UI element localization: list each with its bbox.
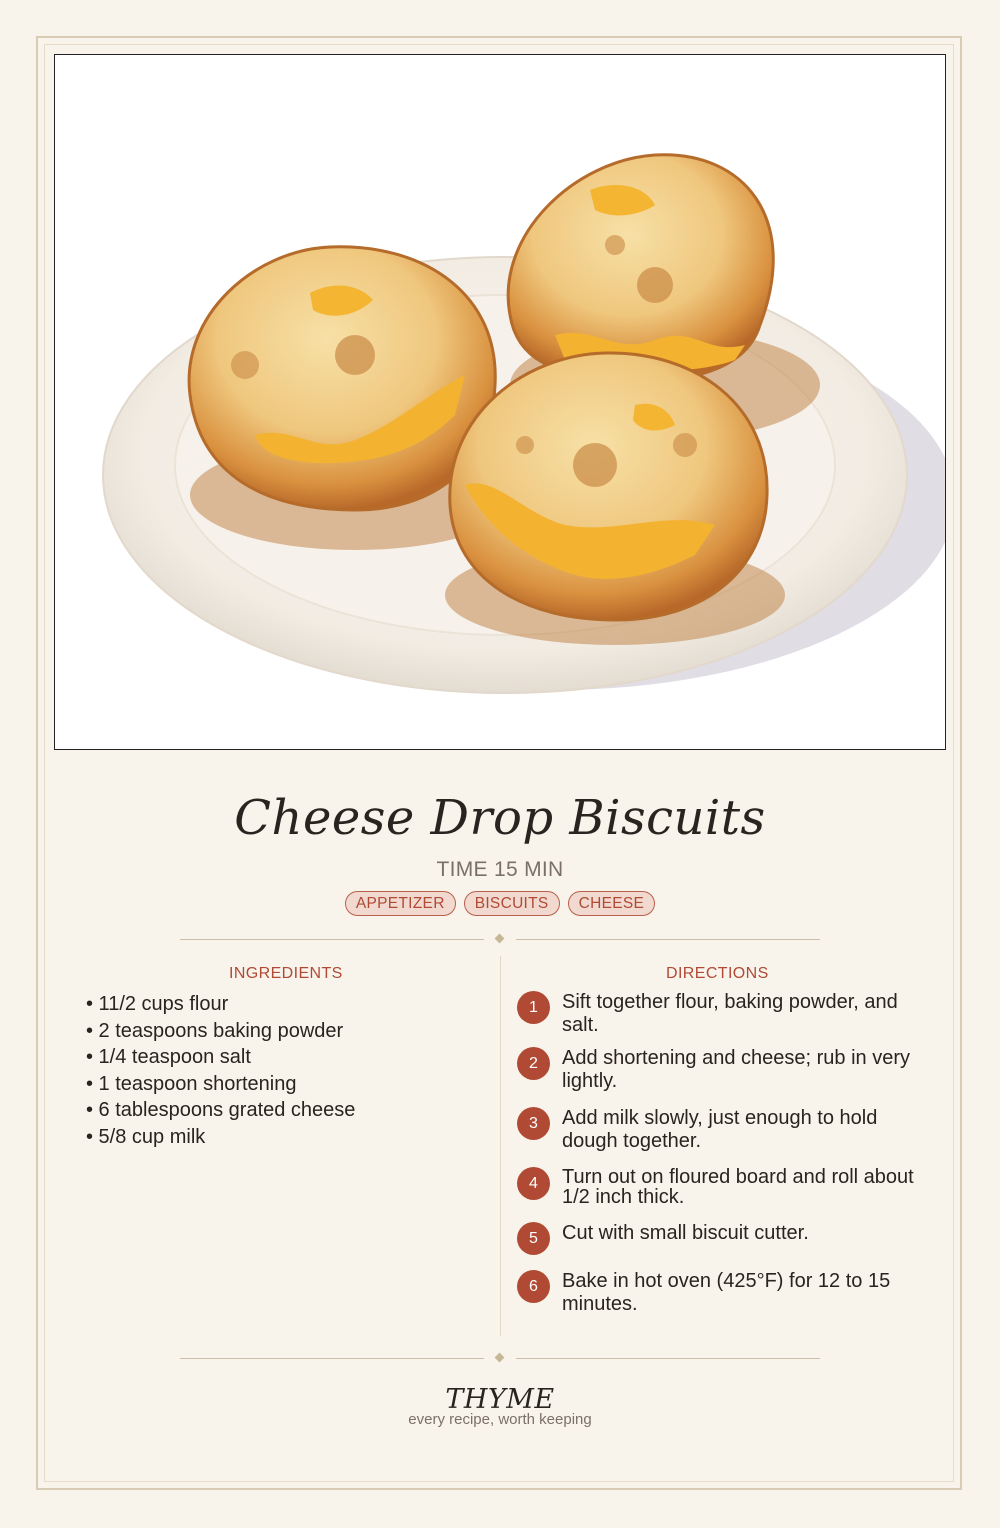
- ingredient-item: • 1/4 teaspoon salt: [86, 1046, 251, 1068]
- diamond-ornament-icon: [495, 934, 505, 944]
- column-separator: [500, 956, 501, 1336]
- brand-tagline: every recipe, worth keeping: [408, 1411, 592, 1428]
- brand-logo: THYME: [445, 1384, 555, 1415]
- recipe-photo: [54, 54, 946, 750]
- ingredient-item: • 5/8 cup milk: [86, 1125, 206, 1148]
- step-number-badge: 3: [517, 1107, 550, 1140]
- ingredients-list: [86, 991, 355, 1150]
- recipe-title: Cheese Drop Biscuits: [234, 790, 766, 846]
- ingredient-item: • 1 teaspoon shortening: [86, 1072, 297, 1095]
- step-number-badge: 5: [517, 1222, 550, 1255]
- directions-heading: DIRECTIONS: [666, 965, 769, 982]
- step-text: Turn out on floured board and roll about 1/2 inch thick.: [562, 1166, 914, 1208]
- tag-appetizer[interactable]: APPETIZER: [345, 891, 456, 916]
- biscuits-illustration: [55, 55, 945, 749]
- divider-top: [180, 935, 820, 945]
- ingredient-item: • 6 tablespoons grated cheese: [86, 1099, 356, 1121]
- step-text: Sift together flour, baking powder, and salt.: [562, 991, 898, 1036]
- recipe-time: TIME 15 MIN: [436, 858, 564, 881]
- step-text: Bake in hot oven (425°F) for 12 to 15 minutes.: [562, 1270, 891, 1315]
- step-text: Add shortening and cheese; rub in very lightly.: [562, 1047, 910, 1092]
- divider-bottom: [180, 1354, 820, 1364]
- step-number-badge: 4: [517, 1167, 550, 1200]
- step-text: Cut with small biscuit cutter.: [562, 1222, 809, 1244]
- tag-cheese[interactable]: CHEESE: [568, 891, 656, 916]
- ingredient-item: • 11/2 cups flour: [86, 993, 229, 1015]
- ingredients-heading: INGREDIENTS: [229, 965, 343, 982]
- step-text: Add milk slowly, just enough to hold dough together.: [562, 1107, 878, 1152]
- tag-biscuits[interactable]: BISCUITS: [464, 891, 560, 916]
- tag-list: [0, 891, 1000, 916]
- step-number-badge: 1: [517, 991, 550, 1024]
- step-number-badge: 6: [517, 1270, 550, 1303]
- diamond-ornament-icon: [495, 1353, 505, 1363]
- step-number-badge: 2: [517, 1047, 550, 1080]
- ingredient-item: • 2 teaspoons baking powder: [86, 1019, 344, 1042]
